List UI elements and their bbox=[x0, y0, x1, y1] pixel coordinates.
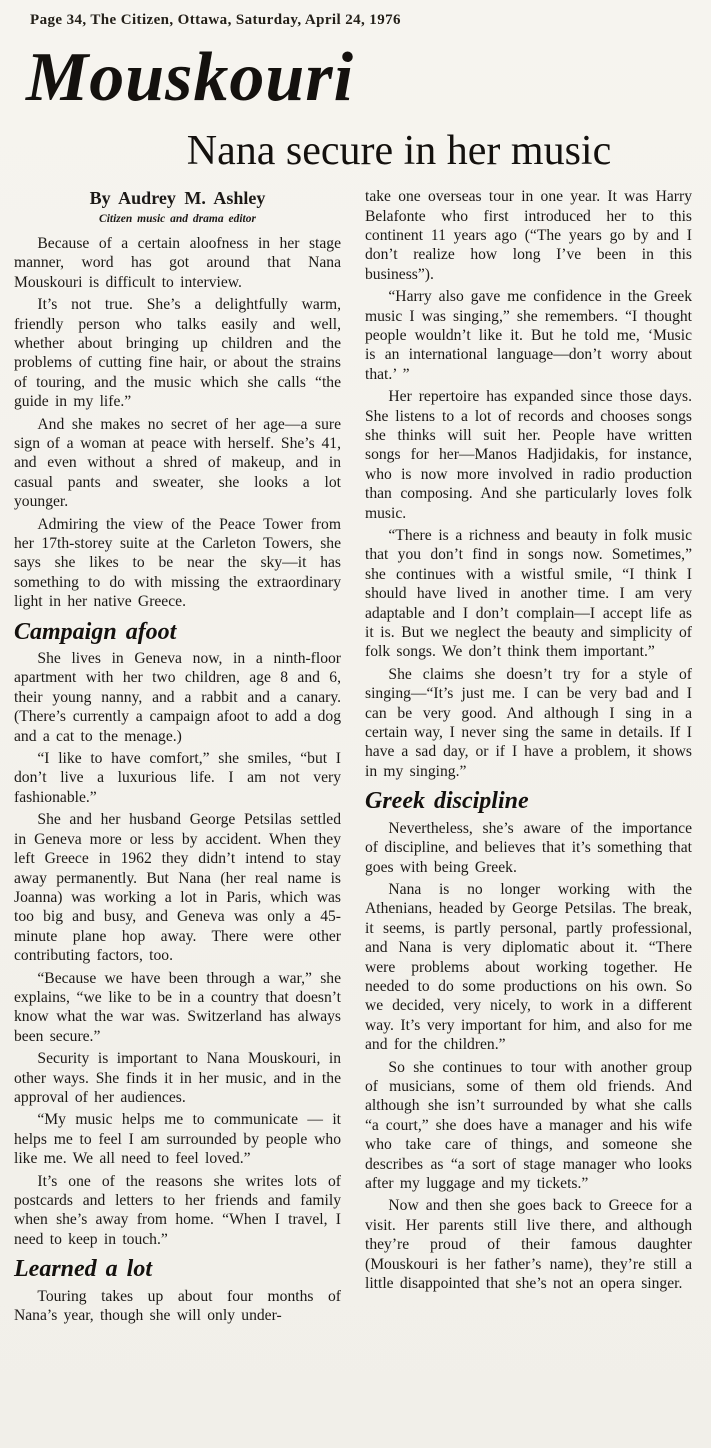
section-heading-learned-a-lot: Learned a lot bbox=[14, 1256, 152, 1283]
paragraph: “I like to have comfort,” she smiles, “but I don’t live a luxurious life. I am not very fashionable.” bbox=[14, 750, 341, 806]
paragraph: “My music helps me to communicate — it helps me to feel I am surrounded by people who like me. We all need to feel loved.” bbox=[14, 1111, 341, 1168]
paragraph: So she continues to tour with another group of musicians, some of them old friends. And although she isn’t surrounded by what she calls “a court,” she does have a manager and his wife who take care of things, and someone she describes as “a sort of stage manager who looks after my luggage and my tickets.” bbox=[365, 1058, 692, 1192]
paragraph-continued: take one overseas tour in one year. It was Harry Belafonte who first introduced her to this continent 11 years ago (“The years go by and I don’t realize how long I’ve been in this business”). bbox=[365, 188, 692, 283]
paragraph: She and her husband George Petsilas settled in Geneva more or less by accident. When they left Greece in 1962 they didn’t intend to stay away permanently. But Nana (her real name is Joanna) was working a lot in Paris, which was too big and busy, and Geneva was only a 45-minute plane hop away. There were other contributing factors, too. bbox=[14, 811, 341, 965]
paragraph: “Harry also gave me confidence in the Greek music I was singing,” she remembers. “I thought people wouldn’t like it. But he told me, ‘Music is an international language—don’t worry about that.’ ” bbox=[365, 288, 692, 383]
paragraph: She claims she doesn’t try for a style of singing—“It’s just me. I can be very bad and I can be very good. And although I sing in a certain way, I never sing the same in details. If I have a sad day, or if I have a problem, it shows in my singing.” bbox=[365, 665, 692, 780]
masthead: Page 34, The Citizen, Ottawa, Saturday, April 24, 1976 bbox=[30, 12, 401, 28]
paragraph: Admiring the view of the Peace Tower from her 17th-storey suite at the Carleton Towers, she says she likes to be near the sky—it has something to do with missing the extraordinary light in her native Greece. bbox=[14, 515, 341, 611]
paragraph: Because of a certain aloofness in her stage manner, word has got around that Nana Mouskouri is difficult to interview. bbox=[14, 234, 341, 291]
byline-role: Citizen music and drama editor bbox=[99, 212, 256, 225]
paragraph: She lives in Geneva now, in a ninth-floor apartment with her two children, age 8 and 6, their young nanny, and a rabbit and a canary. (There’s currently a campaign afoot to add a dog and a cat to the menage.) bbox=[14, 650, 341, 745]
paragraph: Security is important to Nana Mouskouri, in other ways. She finds it in her music, and in the approval of her audiences. bbox=[14, 1050, 341, 1106]
subheadline: Nana secure in her music bbox=[186, 128, 612, 174]
paragraph: Now and then she goes back to Greece for a visit. Her parents still live there, and although they’re proud of their famous daughter (Mouskouri is her father’s name), they’re still a little disappointed that she’s not an opera singer. bbox=[365, 1197, 692, 1293]
headline: Mouskouri bbox=[26, 39, 355, 116]
byline-author: By Audrey M. Ashley bbox=[89, 188, 266, 209]
paragraph: “Because we have been through a war,” she explains, “we like to be in a country that doesn’t know what the war was. Switzerland has always been secure.” bbox=[14, 969, 341, 1045]
left-column bbox=[14, 187, 341, 1328]
paragraph: Touring takes up about four months of Nana’s year, though she will only under- bbox=[14, 1287, 341, 1325]
right-column bbox=[365, 187, 692, 1328]
paragraph: Her repertoire has expanded since those days. She listens to a lot of records and chooses songs she thinks will suit her. People have written songs for her—Manos Hadjidakis, for instance, who is now more involved in radio production than composing. And she particularly loves folk music. bbox=[365, 388, 692, 522]
paragraph: “There is a richness and beauty in folk music that you don’t find in songs now. Sometimes,” she continues with a wistful smile, “I think I should have lived in another time. I am very adaptable and I don’t complain—I accept life as it is. But we neglect the beauty and simplicity of folk songs. We don’t think them important.” bbox=[365, 527, 692, 661]
paragraph: And she makes no secret of her age—a sure sign of a woman at peace with herself. She’s 41, and even without a shred of makeup, and in casual pants and sweater, she looks a lot younger. bbox=[14, 415, 341, 511]
paragraph: It’s one of the reasons she writes lots of postcards and letters to her friends and family when she’s away from home. “When I travel, I need to keep in touch.” bbox=[14, 1172, 341, 1248]
section-heading-campaign-afoot: Campaign afoot bbox=[14, 618, 177, 645]
paragraph: Nana is no longer working with the Athenians, headed by George Petsilas. The break, it seems, is partly personal, partly professional, and Nana is very diplomatic about it. “There were problems about working together. He needed to do some productions on his own. So we decided, very nicely, to work in a different way. It’s very important for him, and also for me and for the children.” bbox=[365, 880, 692, 1054]
article-body bbox=[14, 187, 692, 1328]
section-heading-greek-discipline: Greek discipline bbox=[365, 788, 529, 815]
paragraph: It’s not true. She’s a delightfully warm, friendly person who talks easily and well, whether about bringing up children and the problems of cutting fine hair, or about the strains of touring, and the music which she calls “the guide in my life.” bbox=[14, 296, 341, 411]
paragraph: Nevertheless, she’s aware of the importance of discipline, and believes that it’s something that goes with being Greek. bbox=[365, 819, 692, 876]
